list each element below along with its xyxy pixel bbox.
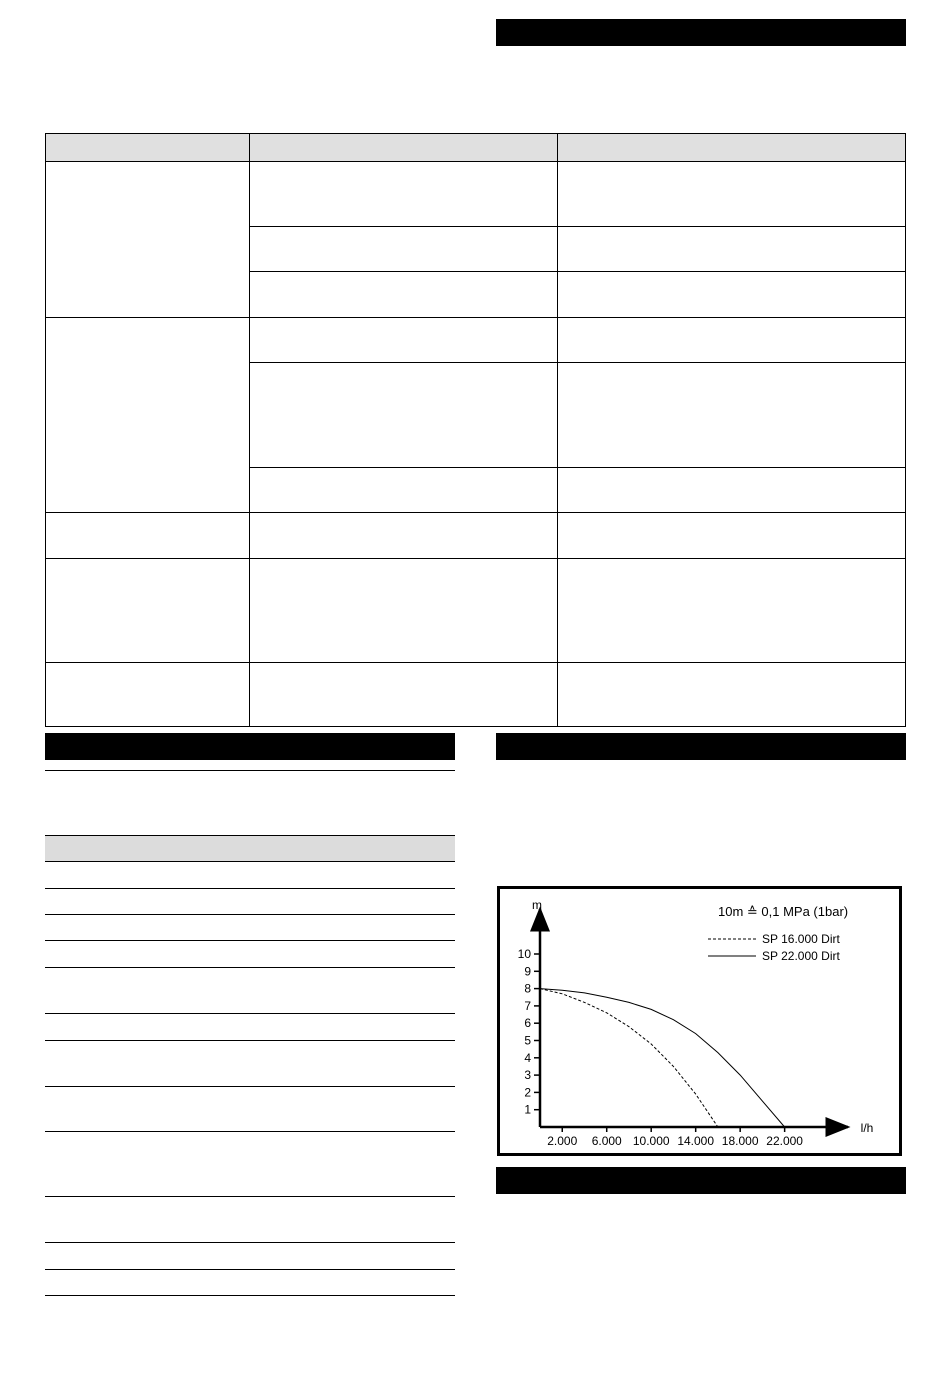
table-row [46,162,906,227]
spec-row-divider [45,940,455,941]
x-tick-label: 18.000 [721,1134,759,1148]
spec-table-header [45,835,455,862]
y-tick-label: 9 [524,964,531,979]
section-header-bar-bottom [496,1167,906,1194]
table-cell [558,227,906,272]
table-cell [558,272,906,318]
spec-row-divider [45,967,455,968]
table-cell [46,558,250,662]
legend-label-sp22000: SP 22.000 Dirt [762,949,840,963]
x-tick-label: 10.000 [632,1134,670,1148]
pump-curve-chart-frame [497,886,902,1156]
y-tick-label: 8 [524,981,531,996]
table-cell [250,558,558,662]
spec-row-divider [45,1131,455,1132]
spec-row-divider [45,1040,455,1041]
table-cell [558,662,906,726]
table-cell [46,162,250,318]
legend-label-sp16000: SP 16.000 Dirt [762,932,840,946]
table-header-row [46,134,906,162]
pump-curve-chart [500,889,899,1153]
spec-row-divider [45,1242,455,1243]
table-cell [46,662,250,726]
spec-row-divider [45,1013,455,1014]
table-cell [250,512,558,558]
y-tick-label: 4 [524,1050,531,1065]
table-cell [250,162,558,227]
spec-row-divider [45,1086,455,1087]
table-cell [558,318,906,363]
y-tick-label: 7 [524,998,531,1013]
table-cell [558,558,906,662]
table-row [46,512,906,558]
table-cell [558,512,906,558]
table-cell [250,227,558,272]
x-tick-label: 2.000 [547,1134,578,1148]
header-cell-remedy [558,134,906,162]
header-cell-cause [250,134,558,162]
spec-row-divider [45,888,455,889]
table-cell [46,512,250,558]
table-cell [250,662,558,726]
section-header-bar-troubleshooting [496,19,906,46]
y-tick-label: 6 [524,1016,531,1031]
table-cell [250,318,558,363]
x-tick-label: 6.000 [591,1134,622,1148]
section-header-bar-characteristic-curve [496,733,906,760]
table-cell [558,467,906,512]
y-tick-label: 5 [524,1033,531,1048]
y-tick-label: 10 [517,947,531,961]
table-cell [558,363,906,467]
section-header-bar-technical-data [45,733,455,760]
troubleshooting-table [45,133,906,727]
table-cell [46,318,250,512]
table-row [46,662,906,726]
x-axis-label: l/h [860,1121,874,1135]
x-tick-label: 14.000 [677,1134,715,1148]
series-line-sp-22-000-dirt [540,989,785,1127]
spec-row-divider [45,1295,455,1296]
spec-row-divider [45,914,455,915]
spec-row-divider [45,1196,455,1197]
x-tick-label: 22.000 [766,1134,803,1148]
y-axis-label: m [532,898,542,912]
y-tick-label: 3 [524,1068,531,1083]
table-cell [250,467,558,512]
table-cell [558,162,906,227]
spec-divider [45,770,455,771]
y-tick-label: 1 [524,1102,531,1117]
spec-row-divider [45,1269,455,1270]
series-line-sp-16-000-dirt [540,989,718,1127]
table-cell [250,272,558,318]
table-cell [250,363,558,467]
table-row [46,318,906,363]
table-row [46,558,906,662]
header-cell-fault [46,134,250,162]
y-tick-label: 2 [524,1085,531,1100]
unit-note: 10m ≙ 0,1 MPa (1bar) [718,904,849,919]
